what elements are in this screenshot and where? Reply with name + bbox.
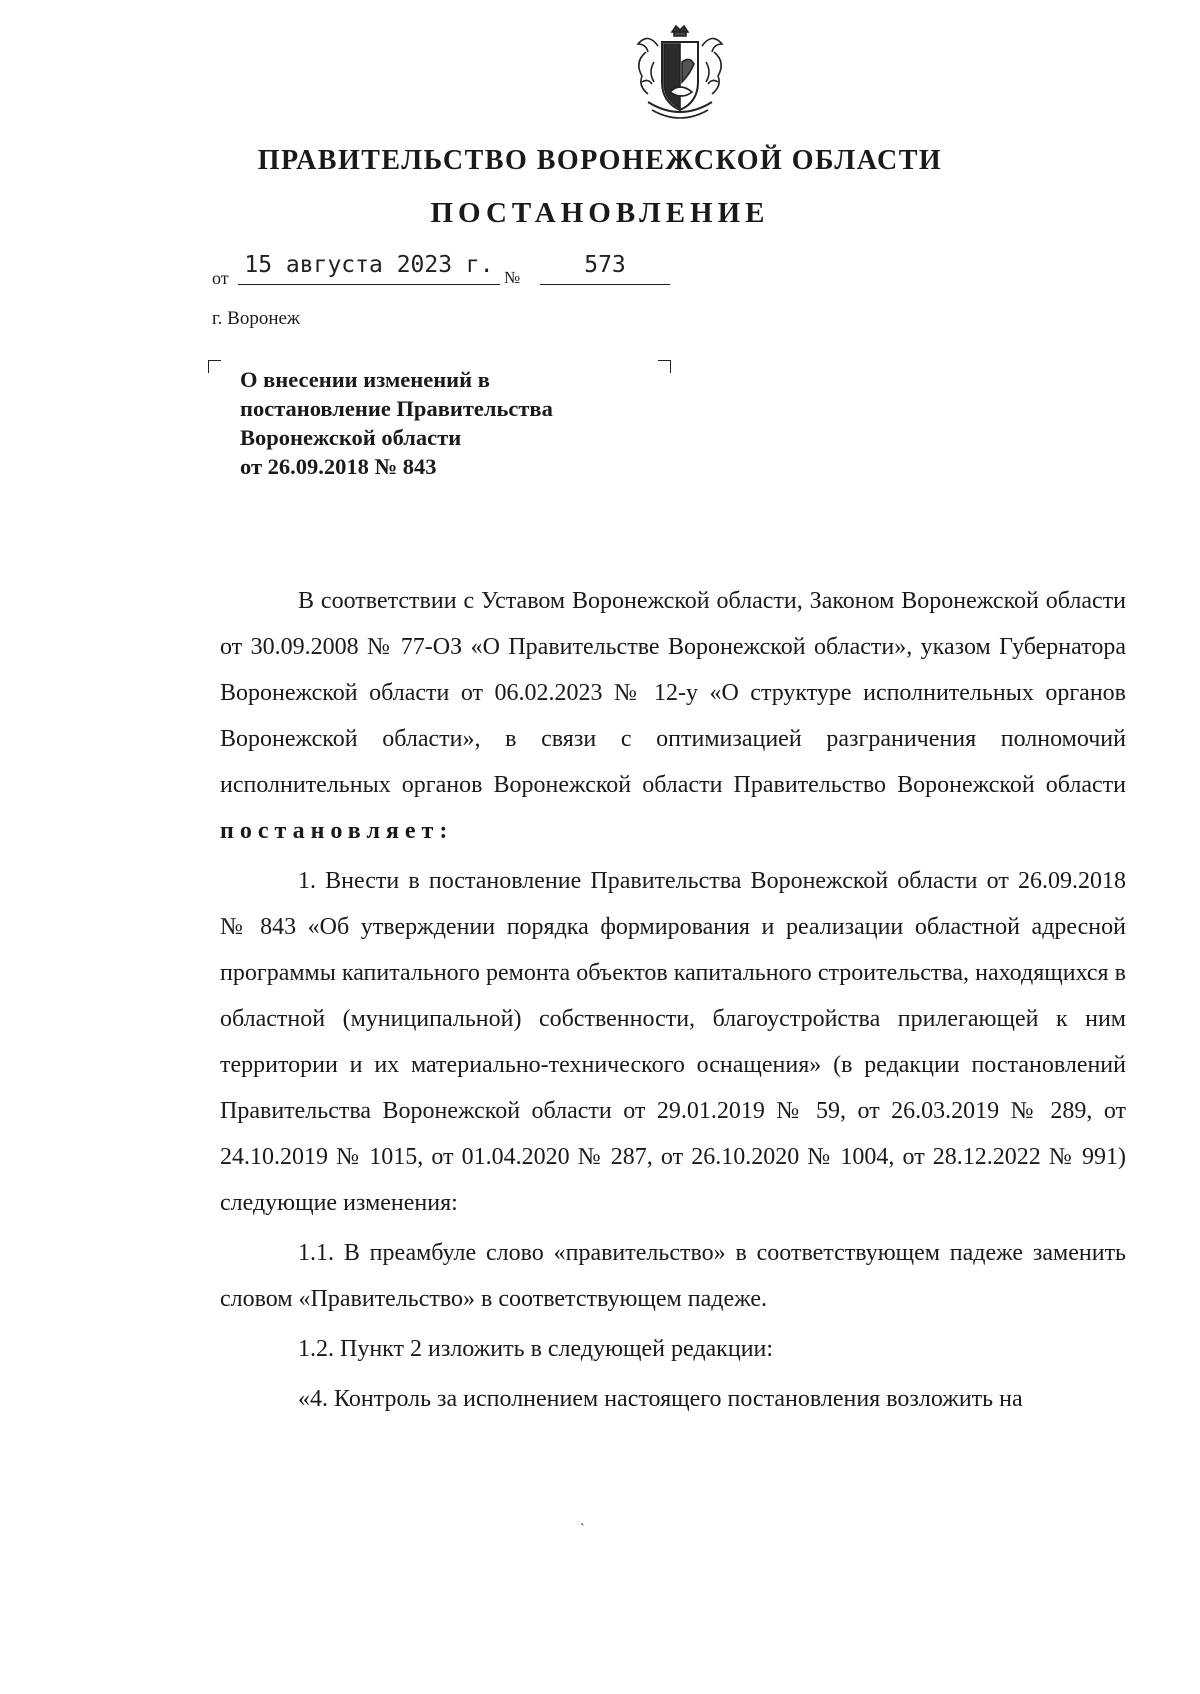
date-prefix: от (212, 268, 229, 288)
number-prefix: № (504, 268, 521, 287)
resolves-word: постановляет: (220, 818, 454, 844)
item-1-2-paragraph: 1.2. Пункт 2 изложить в следующей редакции: (298, 1336, 774, 1362)
subject-corner-left (208, 360, 221, 373)
preamble-text: В соответствии с Уставом Воронежской области, Законом Воронежской области от 30.09.2008 № 77-ОЗ «О Правительстве Воронежской области», указом Губернатора Воронежской области от 06.02.2023 № 12-у «О структуре исполнительных органов Воронежской области», в связи с оптимизацией разграничения полномочий исполнительных органов Воронежской области Правительство Воронежской области (220, 588, 1126, 798)
scan-speck: ` (580, 1522, 585, 1537)
number-underline (540, 284, 670, 285)
item-4-paragraph: «4. Контроль за исполнением настоящего постановления возложить на (298, 1386, 1023, 1412)
subject-line: постановление Правительства (240, 396, 553, 421)
subject-line: от 26.09.2018 № 843 (240, 454, 437, 479)
number-value: 573 (584, 252, 626, 278)
item-1-paragraph: 1. Внести в постановление Правительства Воронежской области от 26.09.2018 № 843 «Об утверждении порядка формирования и реализации областной адресной программы капитального ремонта объектов капитального строительства, находящихся в областной (муниципальной) собственности, благоустройства прилегающей к ним территории и их материально-технического оснащения» (в редакции постановлений Правительства Воронежской области от 29.01.2019 № 59, от 26.03.2019 № 289, от 24.10.2019 № 1015, от 01.04.2020 № 287, от 26.10.2020 № 1004, от 28.12.2022 № 991) следующие изменения: (220, 868, 1126, 1216)
preamble-paragraph (220, 578, 1126, 854)
date-value: 15 августа 2023 г. (244, 252, 494, 278)
organization-title: ПРАВИТЕЛЬСТВО ВОРОНЕЖСКОЙ ОБЛАСТИ (257, 145, 943, 176)
document-body (220, 578, 1126, 1422)
voronezh-coat-of-arms-icon (628, 22, 732, 128)
subject-line: О внесении изменений в (240, 367, 490, 392)
document-type-title: ПОСТАНОВЛЕНИЕ (430, 197, 770, 229)
document-subject (240, 365, 660, 481)
date-underline (238, 284, 500, 285)
subject-line: Воронежской области (240, 425, 462, 450)
item-1-1-paragraph: 1.1. В преамбуле слово «правительство» в соответствующем падеже заменить словом «Правительство» в соответствующем падеже. (220, 1240, 1126, 1312)
city-label: г. Воронеж (212, 308, 301, 329)
